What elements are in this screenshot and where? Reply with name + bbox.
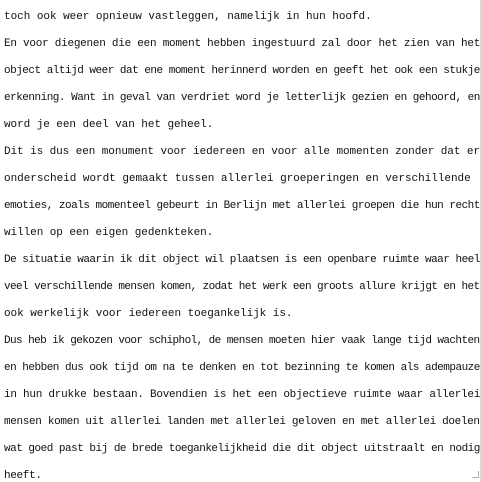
text-line-2: En voor diegenen die een moment hebben ingestuurd zal door het zien van het — [4, 38, 481, 50]
text-line-10: De situatie waarin ik dit object wil plaatsen is een openbare ruimte waar heel — [4, 254, 480, 266]
text-line-3: object altijd weer dat ene moment herinnerd worden en geeft het ook een stukje — [4, 65, 480, 77]
text-line-14: en hebben dus ook tijd om na te denken en tot bezinning te komen als adempauze — [4, 362, 480, 374]
text-line-13: Dus heb ik gekozen voor schiphol, de mensen moeten hier vaak lange tijd wachten — [4, 335, 480, 347]
text-line-1: toch ook weer opnieuw vastleggen, namelijk in hun hoofd. — [4, 11, 372, 23]
text-line-11: veel verschillende mensen komen, zodat het werk een groots allure krijgt en het — [4, 281, 480, 293]
text-line-7: onderscheid wordt gemaakt tussen allerlei groeperingen en verschillende — [4, 173, 471, 185]
text-line-15: in hun drukke bestaan. Bovendien is het een objectieve ruimte waar allerlei — [4, 389, 481, 401]
text-line-18: heeft. — [4, 470, 42, 482]
text-line-8: emoties, zoals momenteel gebeurt in Berlijn met allerlei groepen die hun recht — [4, 200, 480, 212]
text-line-6: Dit is dus een monument voor iedereen en voor alle momenten zonder dat er — [4, 146, 480, 158]
text-line-9: willen op een eigen gedenkteken. — [4, 227, 214, 239]
text-line-17: wat goed past bij de brede toegankelijkheid die dit object uitstraalt en nodig — [4, 443, 480, 455]
text-line-12: ook werkelijk voor iedereen toegankelijk is. — [4, 308, 293, 320]
text-line-4: erkenning. Want in geval van verdriet word je letterlijk gezien en gehoord, en — [4, 92, 480, 104]
text-line-16: mensen komen uit allerlei landen met allerlei geloven en met allerlei doelen — [4, 416, 480, 428]
resize-corner-mark — [472, 471, 479, 478]
text-line-5: word je een deel van het geheel. — [4, 119, 214, 131]
